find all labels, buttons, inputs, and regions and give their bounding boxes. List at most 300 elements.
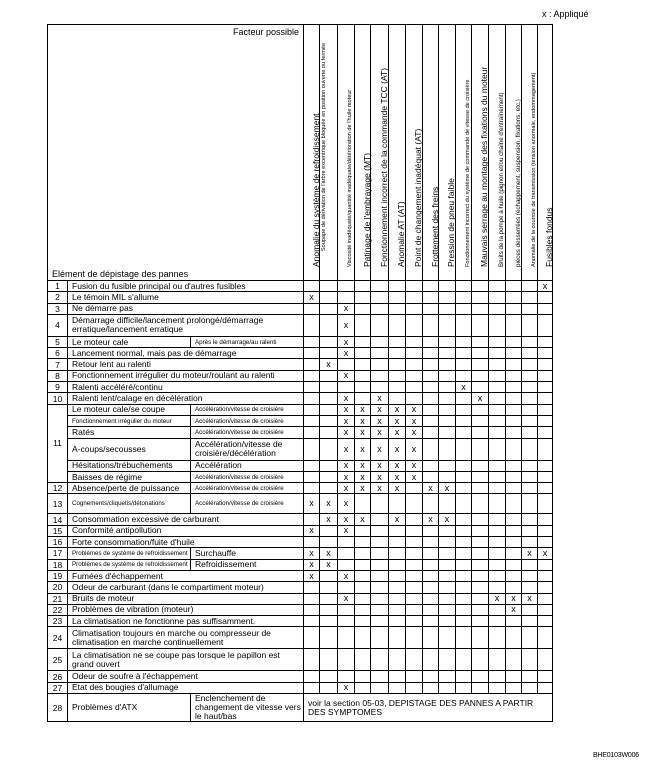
mark-cell [423,471,439,482]
mark-cell [423,627,439,649]
row-sub-label: Accélération [191,460,304,471]
row-label: Le témoin MIL s'allume [68,292,304,303]
mark-cell [320,616,338,627]
row-sub-label: Accélération/vitesse de croisière [191,415,304,426]
mark-cell [456,525,472,536]
mark-cell [522,537,538,548]
factor-header-15 [538,25,553,281]
mark-cell [320,314,338,336]
factor-header-3 [338,25,355,281]
row-number: 16 [48,537,68,548]
mark-cell [456,281,472,292]
mark-cell [472,348,489,359]
table-row [48,671,553,682]
mark-cell [439,559,456,570]
mark-cell [456,682,472,693]
mark-cell [389,537,406,548]
mark-cell [522,281,538,292]
mark-cell [456,604,472,615]
mark-cell: x [406,415,423,426]
mark-cell: x [489,593,506,604]
mark-cell [338,548,355,559]
row-label: Ne démarre pas [68,303,304,314]
mark-cell [538,471,553,482]
mark-cell [389,303,406,314]
mark-cell [439,359,456,370]
mark-cell [456,348,472,359]
mark-cell [538,314,553,336]
row-number: 3 [48,303,68,314]
mark-cell [304,438,320,460]
mark-cell [522,393,538,404]
mark-cell [456,404,472,415]
mark-cell [456,671,472,682]
row-label: Ralenti accéléré/continu [68,382,304,393]
mark-cell [506,370,522,381]
mark-cell: x [338,471,355,482]
row-label: Retour lent au ralenti [68,359,304,370]
row-label: Le moteur cale [68,336,191,347]
possible-factor-label: Facteur possible [232,27,300,37]
mark-cell [304,460,320,471]
mark-cell [522,582,538,593]
mark-cell [506,393,522,404]
mark-cell [456,460,472,471]
mark-cell [472,593,489,604]
mark-cell: x [406,404,423,415]
table-row [48,582,553,593]
mark-cell [406,682,423,693]
mark-cell [472,404,489,415]
row-label: La climatisation ne fonctionne pas suffisamment. [68,616,304,627]
row-label: Forte consommation/fuite d'huile [68,537,304,548]
mark-cell [489,404,506,415]
mark-cell: x [304,548,320,559]
mark-cell [355,370,371,381]
table-row [48,494,553,514]
row-number: 7 [48,359,68,370]
mark-cell [439,292,456,303]
mark-cell [538,303,553,314]
mark-cell [355,548,371,559]
mark-cell: x [423,483,439,494]
mark-cell [371,593,389,604]
mark-cell [522,370,538,381]
mark-cell [489,382,506,393]
mark-cell [439,682,456,693]
troubleshooting-item-label: Elément de dépistage des pannes [52,269,189,279]
mark-cell [389,393,406,404]
mark-cell [304,616,320,627]
mark-cell [439,404,456,415]
mark-cell [439,593,456,604]
table-row [48,359,553,370]
mark-cell [456,303,472,314]
mark-cell [338,382,355,393]
mark-cell [355,382,371,393]
mark-cell [389,281,406,292]
mark-cell [472,359,489,370]
factor-header-8 [423,25,439,281]
mark-cell [371,525,389,536]
mark-cell [423,616,439,627]
mark-cell [423,303,439,314]
row-label: Le moteur cale/se coupe [68,404,191,415]
mark-cell [304,483,320,494]
mark-cell: x [371,460,389,471]
row-number: 17 [48,548,68,559]
factor-label: Anomalie AT (AT) [396,200,407,267]
mark-cell: x [355,404,371,415]
mark-cell: x [371,483,389,494]
mark-cell [439,303,456,314]
mark-cell: x [338,570,355,581]
mark-cell [472,483,489,494]
table-row [48,537,553,548]
mark-cell [506,314,522,336]
row-number: 26 [48,671,68,682]
table-row [48,483,553,494]
mark-cell [489,604,506,615]
mark-cell [489,348,506,359]
mark-cell [472,292,489,303]
mark-cell [522,627,538,649]
mark-cell [538,382,553,393]
factor-header-5 [371,25,389,281]
mark-cell: x [304,525,320,536]
mark-cell [304,303,320,314]
mark-cell: x [389,415,406,426]
mark-cell [423,281,439,292]
mark-cell [472,494,489,514]
mark-cell [439,471,456,482]
mark-cell [472,471,489,482]
mark-cell [506,537,522,548]
mark-cell [506,494,522,514]
mark-cell [320,382,338,393]
mark-cell [538,404,553,415]
mark-cell [355,359,371,370]
mark-cell [522,649,538,671]
row-sub-label: Surchauffe [191,548,304,559]
mark-cell [423,460,439,471]
row-sub-label: Enclenchement de changement de vitesse vers le haut/bas [191,694,304,722]
mark-cell [522,438,538,460]
row-label: La climatisation ne se coupe pas lorsque le papillon est grand ouvert [68,649,304,671]
table-row [48,314,553,336]
mark-cell [423,570,439,581]
mark-cell: x [389,427,406,438]
mark-cell [304,336,320,347]
mark-cell: x [371,438,389,460]
mark-cell [522,404,538,415]
mark-cell [355,616,371,627]
mark-cell [538,525,553,536]
factor-label: Frottement des freins [429,186,440,267]
mark-cell [389,370,406,381]
mark-cell [389,348,406,359]
mark-cell [338,359,355,370]
mark-cell [320,427,338,438]
mark-cell [304,682,320,693]
mark-cell [489,427,506,438]
mark-cell [304,393,320,404]
factor-header-13 [506,25,522,281]
mark-cell [355,348,371,359]
mark-cell [522,616,538,627]
mark-cell: x [338,483,355,494]
factor-header-10 [456,25,472,281]
table-row [48,694,553,722]
mark-cell [489,281,506,292]
mark-cell [406,494,423,514]
mark-cell [456,570,472,581]
legend: x : Appliqué [542,9,589,19]
mark-cell [406,671,423,682]
mark-cell [406,393,423,404]
mark-cell [371,514,389,525]
mark-cell [439,281,456,292]
mark-cell [320,483,338,494]
mark-cell [371,616,389,627]
mark-cell [320,604,338,615]
mark-cell: x [371,415,389,426]
mark-cell [538,415,553,426]
factor-header-4 [355,25,371,281]
mark-cell [423,404,439,415]
factor-label: Viscosité inadéquate/quantité inadéquate/détérioration de l'huile moteur [347,89,354,267]
mark-cell: x [338,514,355,525]
mark-cell [406,314,423,336]
row-number: 22 [48,604,68,615]
table-row [48,303,553,314]
mark-cell [355,593,371,604]
mark-cell [506,649,522,671]
mark-cell [456,336,472,347]
mark-cell [439,570,456,581]
mark-cell [472,559,489,570]
mark-cell [423,582,439,593]
table-row [48,627,553,649]
factor-label: Anomalie de la courroie de transmission (tension anormale, endommagement) [530,72,537,267]
row-sub-label: Accélération/vitesse de croisière [191,404,304,415]
factor-label: Bruits de la pompe à huile (pignon et/ou chaîne d'entraînement) [498,91,506,267]
mark-cell [489,514,506,525]
row-label: Conformité antipollution [68,525,304,536]
mark-cell [522,415,538,426]
mark-cell [439,382,456,393]
row-number: 18 [48,559,68,570]
mark-cell: x [304,494,320,514]
table-row [48,336,553,347]
mark-cell: x [439,514,456,525]
row-label: Fusion du fusible principal ou d'autres fusibles [68,281,304,292]
mark-cell [320,393,338,404]
mark-cell [371,548,389,559]
mark-cell [406,483,423,494]
mark-cell [423,359,439,370]
mark-cell [506,525,522,536]
mark-cell [406,548,423,559]
mark-cell: x [338,525,355,536]
row-number: 24 [48,627,68,649]
mark-cell [506,582,522,593]
mark-cell [389,382,406,393]
mark-cell [538,393,553,404]
mark-cell [423,537,439,548]
figure-code: BHE0103W006 [592,752,639,759]
mark-cell: x [355,415,371,426]
mark-cell [538,427,553,438]
factor-header-12 [489,25,506,281]
mark-cell [538,616,553,627]
row-label: Lancement normal, mais pas de démarrage [68,348,304,359]
mark-cell [304,471,320,482]
mark-cell [506,348,522,359]
mark-cell [389,627,406,649]
mark-cell [506,559,522,570]
mark-cell [389,582,406,593]
mark-cell [489,616,506,627]
mark-cell [320,627,338,649]
factor-header-6 [389,25,406,281]
mark-cell [538,537,553,548]
mark-cell: x [304,559,320,570]
mark-cell [456,593,472,604]
row-label: Problèmes de vibration (moteur) [68,604,304,615]
mark-cell [389,649,406,671]
row-number: 13 [48,494,68,514]
mark-cell [489,649,506,671]
mark-cell: x [338,393,355,404]
mark-cell [439,427,456,438]
row-number: 1 [48,281,68,292]
mark-cell [304,671,320,682]
mark-cell [456,370,472,381]
mark-cell [472,570,489,581]
factor-header-2 [320,25,338,281]
mark-cell [472,548,489,559]
mark-cell [304,370,320,381]
factor-label: pièces desserrées (échappement, suspension, fixations, etc.) [514,98,522,267]
mark-cell [472,303,489,314]
row-sub-label: Accélération/vitesse de croisière [191,483,304,494]
mark-cell [304,415,320,426]
mark-cell [538,593,553,604]
mark-cell [371,370,389,381]
mark-cell: x [338,593,355,604]
mark-cell [506,359,522,370]
mark-cell [472,382,489,393]
mark-cell: x [371,471,389,482]
mark-cell [506,281,522,292]
mark-cell [439,438,456,460]
mark-cell [406,582,423,593]
row-number: 12 [48,483,68,494]
mark-cell [423,336,439,347]
mark-cell [423,370,439,381]
mark-cell [456,471,472,482]
mark-cell [472,616,489,627]
row-number: 10 [48,393,68,404]
mark-cell [338,537,355,548]
mark-cell [472,604,489,615]
mark-cell [456,483,472,494]
mark-cell: x [371,427,389,438]
mark-cell [538,483,553,494]
row-label: Odeur de soufre à l'échappement [68,671,304,682]
mark-cell: x [320,548,338,559]
mark-cell [538,582,553,593]
table-row [48,593,553,604]
mark-cell [456,616,472,627]
mark-cell: x [371,393,389,404]
mark-cell [538,671,553,682]
mark-cell [439,415,456,426]
mark-cell [320,415,338,426]
mark-cell [355,336,371,347]
table-row [48,570,553,581]
row-sub-label: Accélération/vitesse de croisière [191,471,304,482]
mark-cell [371,671,389,682]
mark-cell [338,649,355,671]
mark-cell: x [355,427,371,438]
mark-cell [522,460,538,471]
mark-cell [371,281,389,292]
table-row [48,548,553,559]
mark-cell [371,582,389,593]
mark-cell [304,593,320,604]
mark-cell: x [439,483,456,494]
mark-cell [489,460,506,471]
mark-cell [472,370,489,381]
mark-cell [522,359,538,370]
mark-cell [489,314,506,336]
mark-cell [506,460,522,471]
mark-cell [389,671,406,682]
mark-cell [439,548,456,559]
table-row [48,292,553,303]
mark-cell [389,292,406,303]
mark-cell [355,537,371,548]
mark-cell [355,627,371,649]
mark-cell [538,348,553,359]
mark-cell: x [338,314,355,336]
mark-cell [371,570,389,581]
mark-cell [506,303,522,314]
mark-cell [338,582,355,593]
factor-label: Mauvais serrage au montage des fixations du moteur [479,66,490,267]
mark-cell: x [389,471,406,482]
row-label: Cognements/cliquetis/détonations [68,494,191,514]
mark-cell [355,582,371,593]
mark-cell [439,460,456,471]
mark-cell [371,494,389,514]
mark-cell [406,514,423,525]
mark-cell: x [320,559,338,570]
mark-cell [371,559,389,570]
mark-cell [423,525,439,536]
mark-cell [439,537,456,548]
mark-cell [522,494,538,514]
row-label: Odeur de carburant (dans le compartiment moteur) [68,582,304,593]
corner-header [48,25,304,281]
row-number: 15 [48,525,68,536]
factor-label: Pression de pneu faible [446,177,457,267]
mark-cell: x [355,514,371,525]
mark-cell [355,393,371,404]
mark-cell [320,593,338,604]
